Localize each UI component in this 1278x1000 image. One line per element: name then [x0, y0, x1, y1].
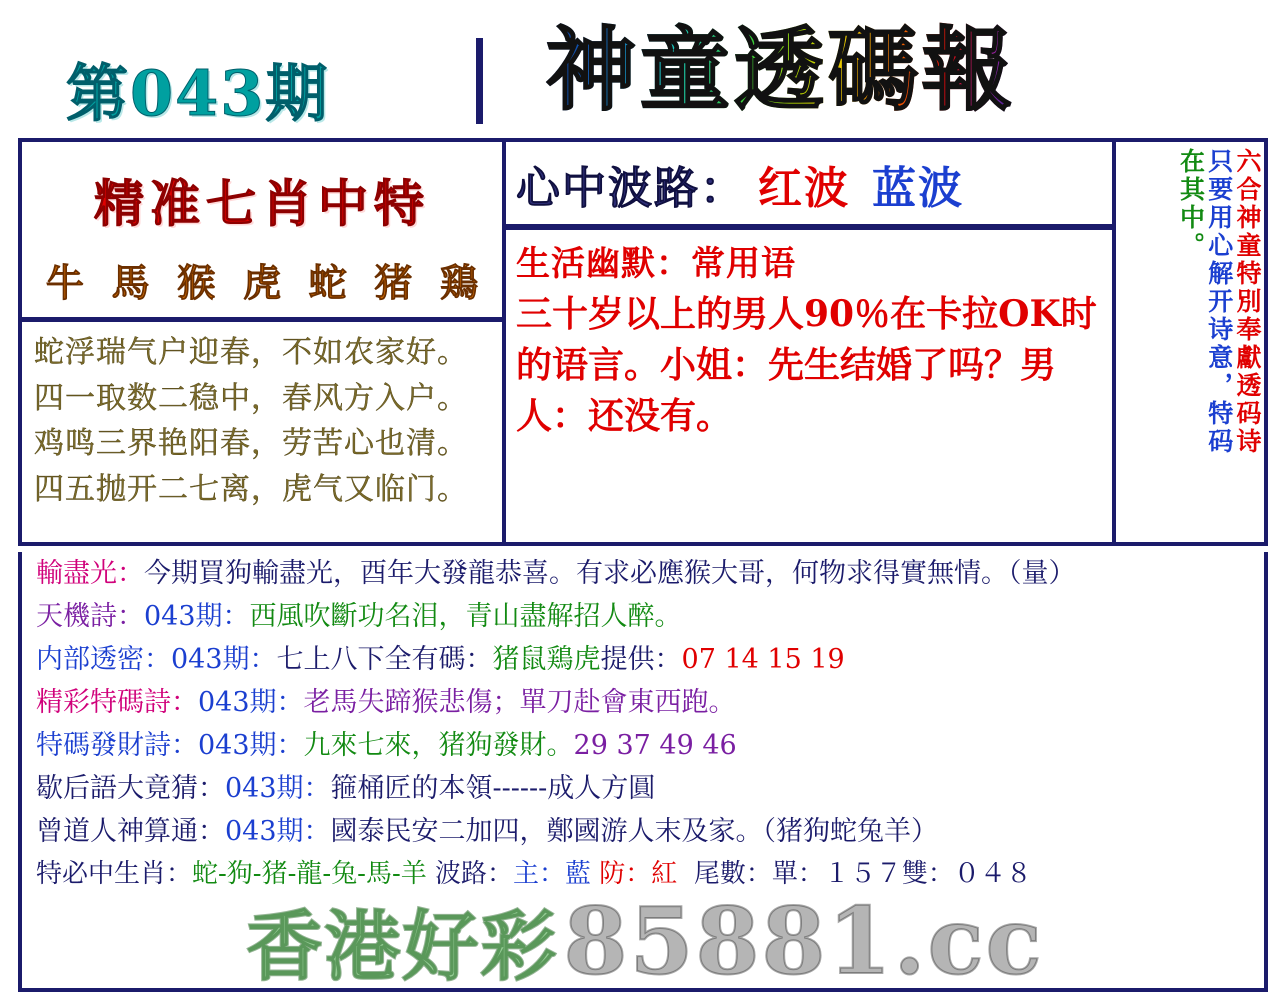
- row-text: 箍桶匠的本領------成人方圓: [330, 773, 656, 804]
- row-label: 歇后語大竟猜：: [36, 773, 225, 804]
- top-band: [18, 138, 1268, 546]
- row-provide-label: 提供：: [600, 644, 682, 675]
- left-panel: [22, 142, 506, 542]
- header: [6, 16, 1278, 136]
- row-label: 曾道人神算通：: [36, 816, 225, 847]
- row-label: 特碼發財詩：: [36, 730, 198, 761]
- vertical-line-2: 只要用心解开诗意，特码: [1204, 148, 1234, 456]
- poem-line: 四一取数二稳中，春风方入户。: [34, 380, 468, 416]
- footer-label: 特必中生肖：: [36, 859, 193, 889]
- wave-route: [506, 142, 1112, 230]
- middle-panel: [506, 142, 1116, 542]
- wave-route-label: 心中波路：: [516, 163, 746, 214]
- row-numbers: 29 37 49 46: [573, 730, 737, 761]
- poem-line: 鸡鸣三界艳阳春，劳苦心也清。: [34, 426, 468, 462]
- row-text: 今期買狗輸盡光，酉年大發龍恭喜。有求必應猴大哥，何物求得實無情。（量）: [144, 558, 1076, 589]
- footer-row: [36, 861, 1250, 887]
- row-numbers: 07 14 15 19: [681, 644, 845, 675]
- row-label: 精彩特碼詩：: [36, 687, 198, 718]
- poem-lines: [22, 322, 502, 512]
- zodiac-row: [22, 252, 502, 322]
- zodiac-item: 牛: [45, 260, 84, 305]
- wave-red: 红波: [758, 163, 850, 214]
- humor-body: 三十岁以上的男人90％在卡拉OK时的语言。小姐：先生结婚了吗？男人：还没有。: [516, 293, 1097, 438]
- vertical-line-1: 六合神童特別奉獻透码诗: [1233, 148, 1262, 456]
- issue-number: 第043期: [66, 57, 330, 130]
- poem-line: 蛇浮瑞气户迎春，不如农家好。: [34, 335, 468, 370]
- poem-line: 四五抛开二七离，虎气又临门。: [34, 471, 468, 507]
- row-text: 老馬失蹄猴悲傷；單刀赴會東西跑。: [303, 687, 736, 718]
- row-text: 國泰民安二加四，鄭國游人末及家。: [330, 816, 763, 847]
- table-row: [36, 732, 1250, 759]
- footer-wave-label: 波路：: [435, 859, 514, 889]
- left-slogan: 精准七肖中特: [94, 174, 430, 233]
- row-issue: 043期：: [198, 687, 304, 718]
- watermark-number: 85881.cc: [563, 887, 1044, 995]
- row-issue: 043期：: [225, 816, 331, 847]
- humor-heading: 生活幽默：常用语: [516, 244, 796, 284]
- right-panel: [1116, 142, 1264, 542]
- zodiac-item: 猪: [374, 260, 413, 305]
- table-row: [36, 646, 1250, 673]
- zodiac-item: 鶏: [440, 260, 479, 305]
- row-animals: （猪狗蛇兔羊）: [762, 816, 939, 847]
- wave-blue: 蓝波: [872, 163, 964, 214]
- table-row: [36, 689, 1250, 716]
- page-title: 神童透碼報: [546, 17, 1016, 123]
- footer-tail-label: 尾數：: [693, 859, 772, 889]
- row-label: 内部透密：: [36, 644, 171, 675]
- row-label: 輸盡光：: [36, 558, 144, 589]
- vertical-line-3: 在其中。: [1176, 148, 1206, 260]
- zodiac-item: 猴: [177, 260, 216, 305]
- footer-tail-odd: 單：１５７: [771, 859, 902, 889]
- table-row: [36, 603, 1250, 630]
- row-text: 九來七來，猪狗發財。: [303, 730, 574, 761]
- watermark-text: 香港好彩: [246, 902, 559, 991]
- row-issue: 043期：: [225, 773, 331, 804]
- row-label: 天機詩：: [36, 601, 144, 632]
- footer-tail-even: 雙：０４８: [901, 859, 1032, 889]
- header-divider: [476, 38, 483, 124]
- footer-animals: 蛇-狗-猪-龍-兔-馬-羊: [192, 859, 427, 889]
- lines-list: [18, 552, 1268, 992]
- row-issue: 043期：: [144, 601, 250, 632]
- table-row: [36, 560, 1250, 587]
- zodiac-item: 蛇: [308, 260, 347, 305]
- zodiac-item: 馬: [111, 260, 150, 305]
- zodiac-item: 虎: [242, 260, 281, 305]
- footer-wave-main: 主：藍: [513, 859, 592, 889]
- table-row: [36, 775, 1250, 802]
- footer-wave-def: 防：紅: [599, 859, 678, 889]
- table-row: [36, 818, 1250, 845]
- row-text: 七上八下全有碼：: [276, 644, 493, 675]
- row-text: 西風吹斷功名泪，青山盡解招人醉。: [249, 601, 682, 632]
- row-animals: 猪鼠鶏虎: [492, 644, 601, 675]
- row-issue: 043期：: [198, 730, 304, 761]
- row-issue: 043期：: [171, 644, 277, 675]
